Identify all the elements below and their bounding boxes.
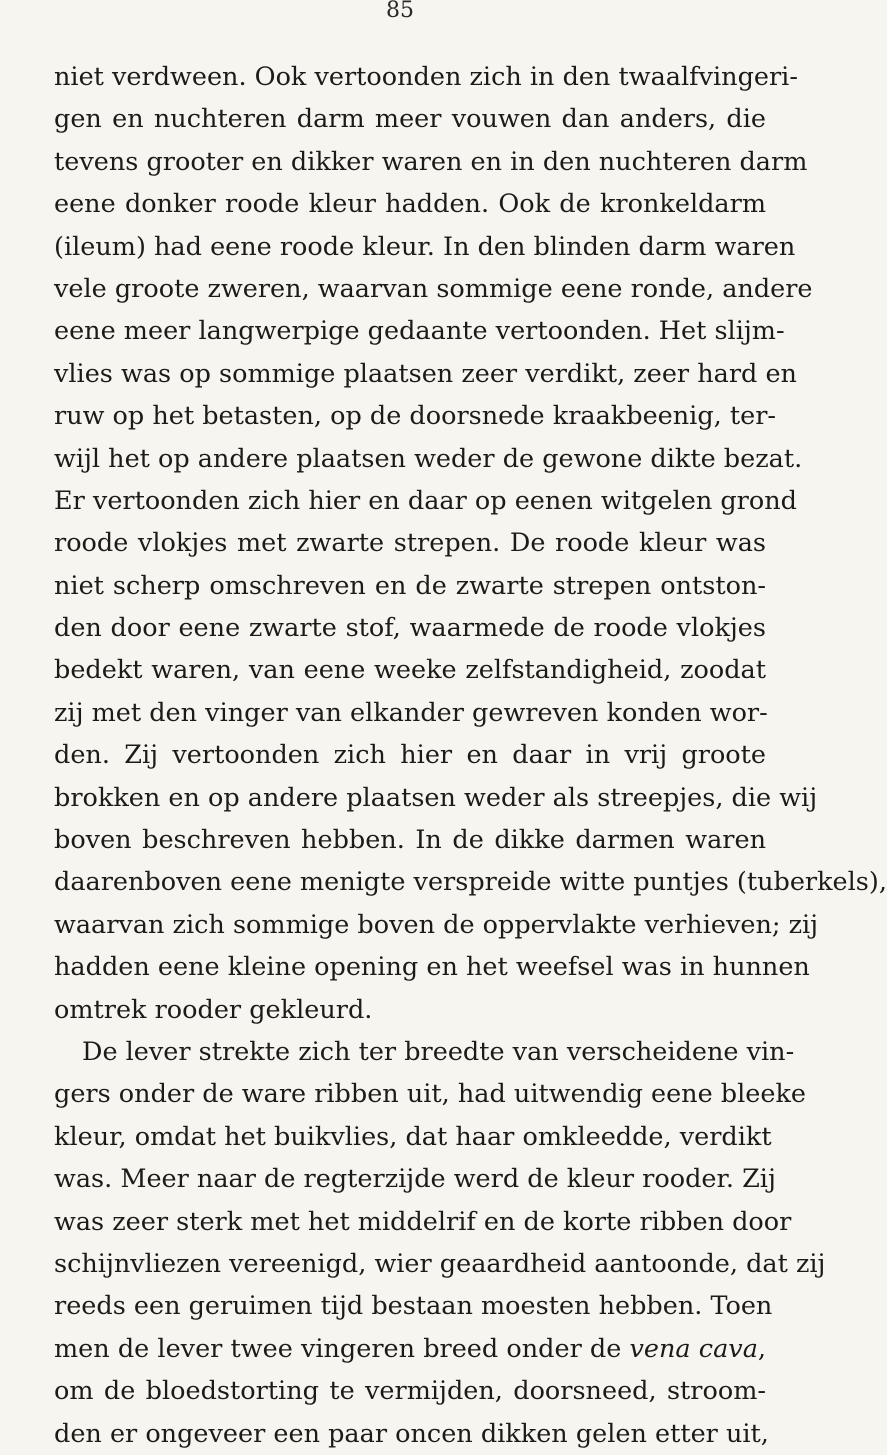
text-line: was zeer sterk met het middelrif en de korte ribben door xyxy=(54,1206,792,1237)
text-line: den. Zij vertoonden zich hier en daar in vrij groote xyxy=(54,740,766,771)
page-number: 85 xyxy=(386,0,414,23)
text-run: men de lever twee vingeren breed onder de xyxy=(54,1333,630,1364)
text-line: ruw op het betasten, op de doorsnede kraakbeenig, ter- xyxy=(54,401,777,432)
text-line: vlies was op sommige plaatsen zeer verdikt, zeer hard en xyxy=(54,358,797,389)
text-line: eene meer langwerpige gedaante vertoonden. Het slijm- xyxy=(54,316,785,347)
text-line: zij met den vinger van elkander gewreven konden wor- xyxy=(54,697,768,728)
text-line: om de bloedstorting te vermijden, doorsneed, stroom- xyxy=(54,1376,766,1407)
text-line: brokken en op andere plaatsen weder als streepjes, die wij xyxy=(54,782,818,813)
text-line: kleur, omdat het buikvlies, dat haar omkleedde, verdikt xyxy=(54,1121,772,1152)
text-line: daarenboven eene menigte verspreide witte puntjes (tuberkels), xyxy=(54,867,887,898)
text-line: boven beschreven hebben. In de dikke darmen waren xyxy=(54,825,766,856)
text-line: niet scherp omschreven en de zwarte strepen ontston- xyxy=(54,570,766,601)
text-line: De lever strekte zich ter breedte van verscheidene vin- xyxy=(82,1036,795,1067)
text-line: (ileum) had eene roode kleur. In den blinden darm waren xyxy=(54,231,796,262)
text-line: was. Meer naar de regterzijde werd de kleur rooder. Zij xyxy=(54,1164,776,1195)
text-line: tevens grooter en dikker waren en in den nuchteren darm xyxy=(54,146,808,177)
text-line: gers onder de ware ribben uit, had uitwendig eene bleeke xyxy=(54,1079,807,1110)
text-line: Er vertoonden zich hier en daar op eenen witgelen grond xyxy=(54,485,797,516)
text-line: omtrek rooder gekleurd. xyxy=(54,994,373,1025)
text-line: vele groote zweren, waarvan sommige eene ronde, andere xyxy=(54,273,813,304)
text-line: niet verdween. Ook vertoonden zich in den twaalfvingeri- xyxy=(54,62,798,92)
text-line: den door eene zwarte stof, waarmede de roode vlokjes xyxy=(54,613,766,644)
text-line: wijl het op andere plaatsen weder de gewone dikte bezat. xyxy=(54,443,803,474)
text-line: schijnvliezen vereenigd, wier geaardheid aantoonde, dat zij xyxy=(54,1248,826,1279)
body-text xyxy=(54,56,887,1455)
text-line: reeds een geruimen tijd bestaan moesten hebben. Toen xyxy=(54,1291,773,1322)
text-line: gen en nuchteren darm meer vouwen dan anders, die xyxy=(54,104,766,135)
italic-term: vena cava xyxy=(629,1333,758,1364)
text-line: bedekt waren, van eene weeke zelfstandigheid, zoodat xyxy=(54,655,766,686)
text-line: roode vlokjes met zwarte strepen. De roode kleur was xyxy=(54,528,766,559)
text-line-vena-cava xyxy=(54,1328,766,1370)
text-line: waarvan zich sommige boven de oppervlakte verhieven; zij xyxy=(54,909,819,940)
text-line: eene donker roode kleur hadden. Ook de kronkeldarm xyxy=(54,189,766,220)
text-line: hadden eene kleine opening en het weefsel was in hunnen xyxy=(54,952,810,983)
text-line: den er ongeveer een paar oncen dikken gelen etter uit, xyxy=(54,1418,769,1449)
text-run: , xyxy=(757,1333,767,1364)
